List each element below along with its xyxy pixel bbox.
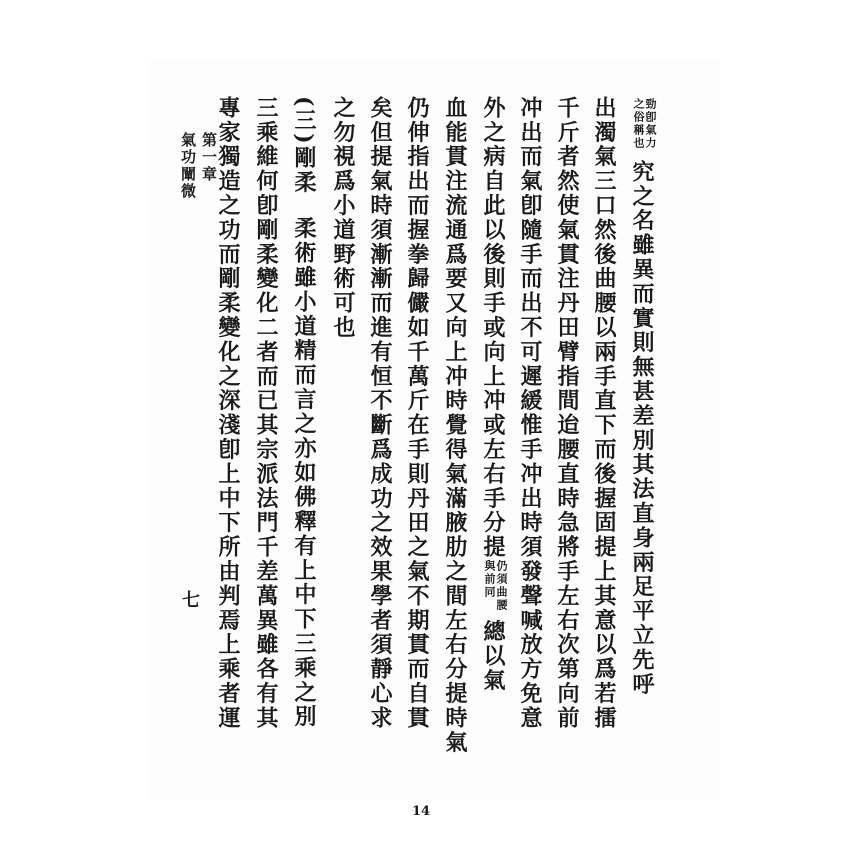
column-text: 三乘維何卽剛柔變化二者而已其宗派法門千差萬異雖各有其	[253, 96, 279, 731]
annotation-note: 仍須曲腰與前同	[483, 559, 508, 612]
column-text: 究之名雖異而實則無甚差別其法直身兩足平立先呼	[629, 160, 655, 697]
page-number: 14	[412, 804, 431, 819]
annotation-note: 勁卽氣力之俗稱也	[632, 98, 657, 150]
column-text: 千斤者然使氣貫注丹田臂指間迨腰直時急將手左右次第向前	[554, 96, 580, 731]
text-column-5	[479, 96, 507, 693]
text-column-1	[628, 96, 656, 697]
column-text: 矣但提氣時須漸漸而進有恒不斷爲成功之效果學者須靜心求	[367, 96, 393, 731]
text-column-2	[590, 96, 618, 730]
text-column-4	[516, 96, 544, 730]
running-header	[178, 132, 220, 200]
chapter-title: 氣功闡微	[179, 132, 197, 200]
column-text: 外之病自此以後則手或向上冲或左右手分提	[480, 96, 506, 560]
text-column-9	[329, 96, 357, 340]
section-heading: (三)剛柔	[291, 96, 317, 195]
column-text: 專家獨造之功而剛柔變化之深淺卽上中下所由判焉上乘者運	[215, 96, 241, 731]
column-text: 出濁氣三口然後曲腰以兩手直下而後握固提上其意以爲若擂	[591, 96, 617, 731]
text-column-3	[553, 96, 581, 730]
column-text: 之勿視爲小道野術可也	[330, 96, 356, 340]
margin-mark: 七	[182, 590, 200, 611]
chapter-label: 第一章	[200, 132, 218, 183]
column-text: 仍伸指出而握拳歸儼如千萬斤在手則丹田之氣不期貫而自貫	[404, 96, 430, 731]
column-text: 血能貫注流通爲要又向上冲時覺得氣滿腋肋之間左右分提時氣	[442, 96, 468, 755]
text-column-10	[290, 96, 318, 729]
column-text-after: 總以氣	[480, 619, 506, 693]
text-column-6	[441, 96, 469, 755]
text-column-11	[252, 96, 280, 730]
column-text: 冲出而氣卽隨手而出不可遲緩惟手冲出時須發聲喊放方免意	[517, 96, 543, 731]
text-column-7	[403, 96, 431, 730]
column-text: 柔術雖小道精而言之亦如佛釋有上中下三乘之別	[291, 216, 317, 730]
text-column-8	[366, 96, 394, 730]
